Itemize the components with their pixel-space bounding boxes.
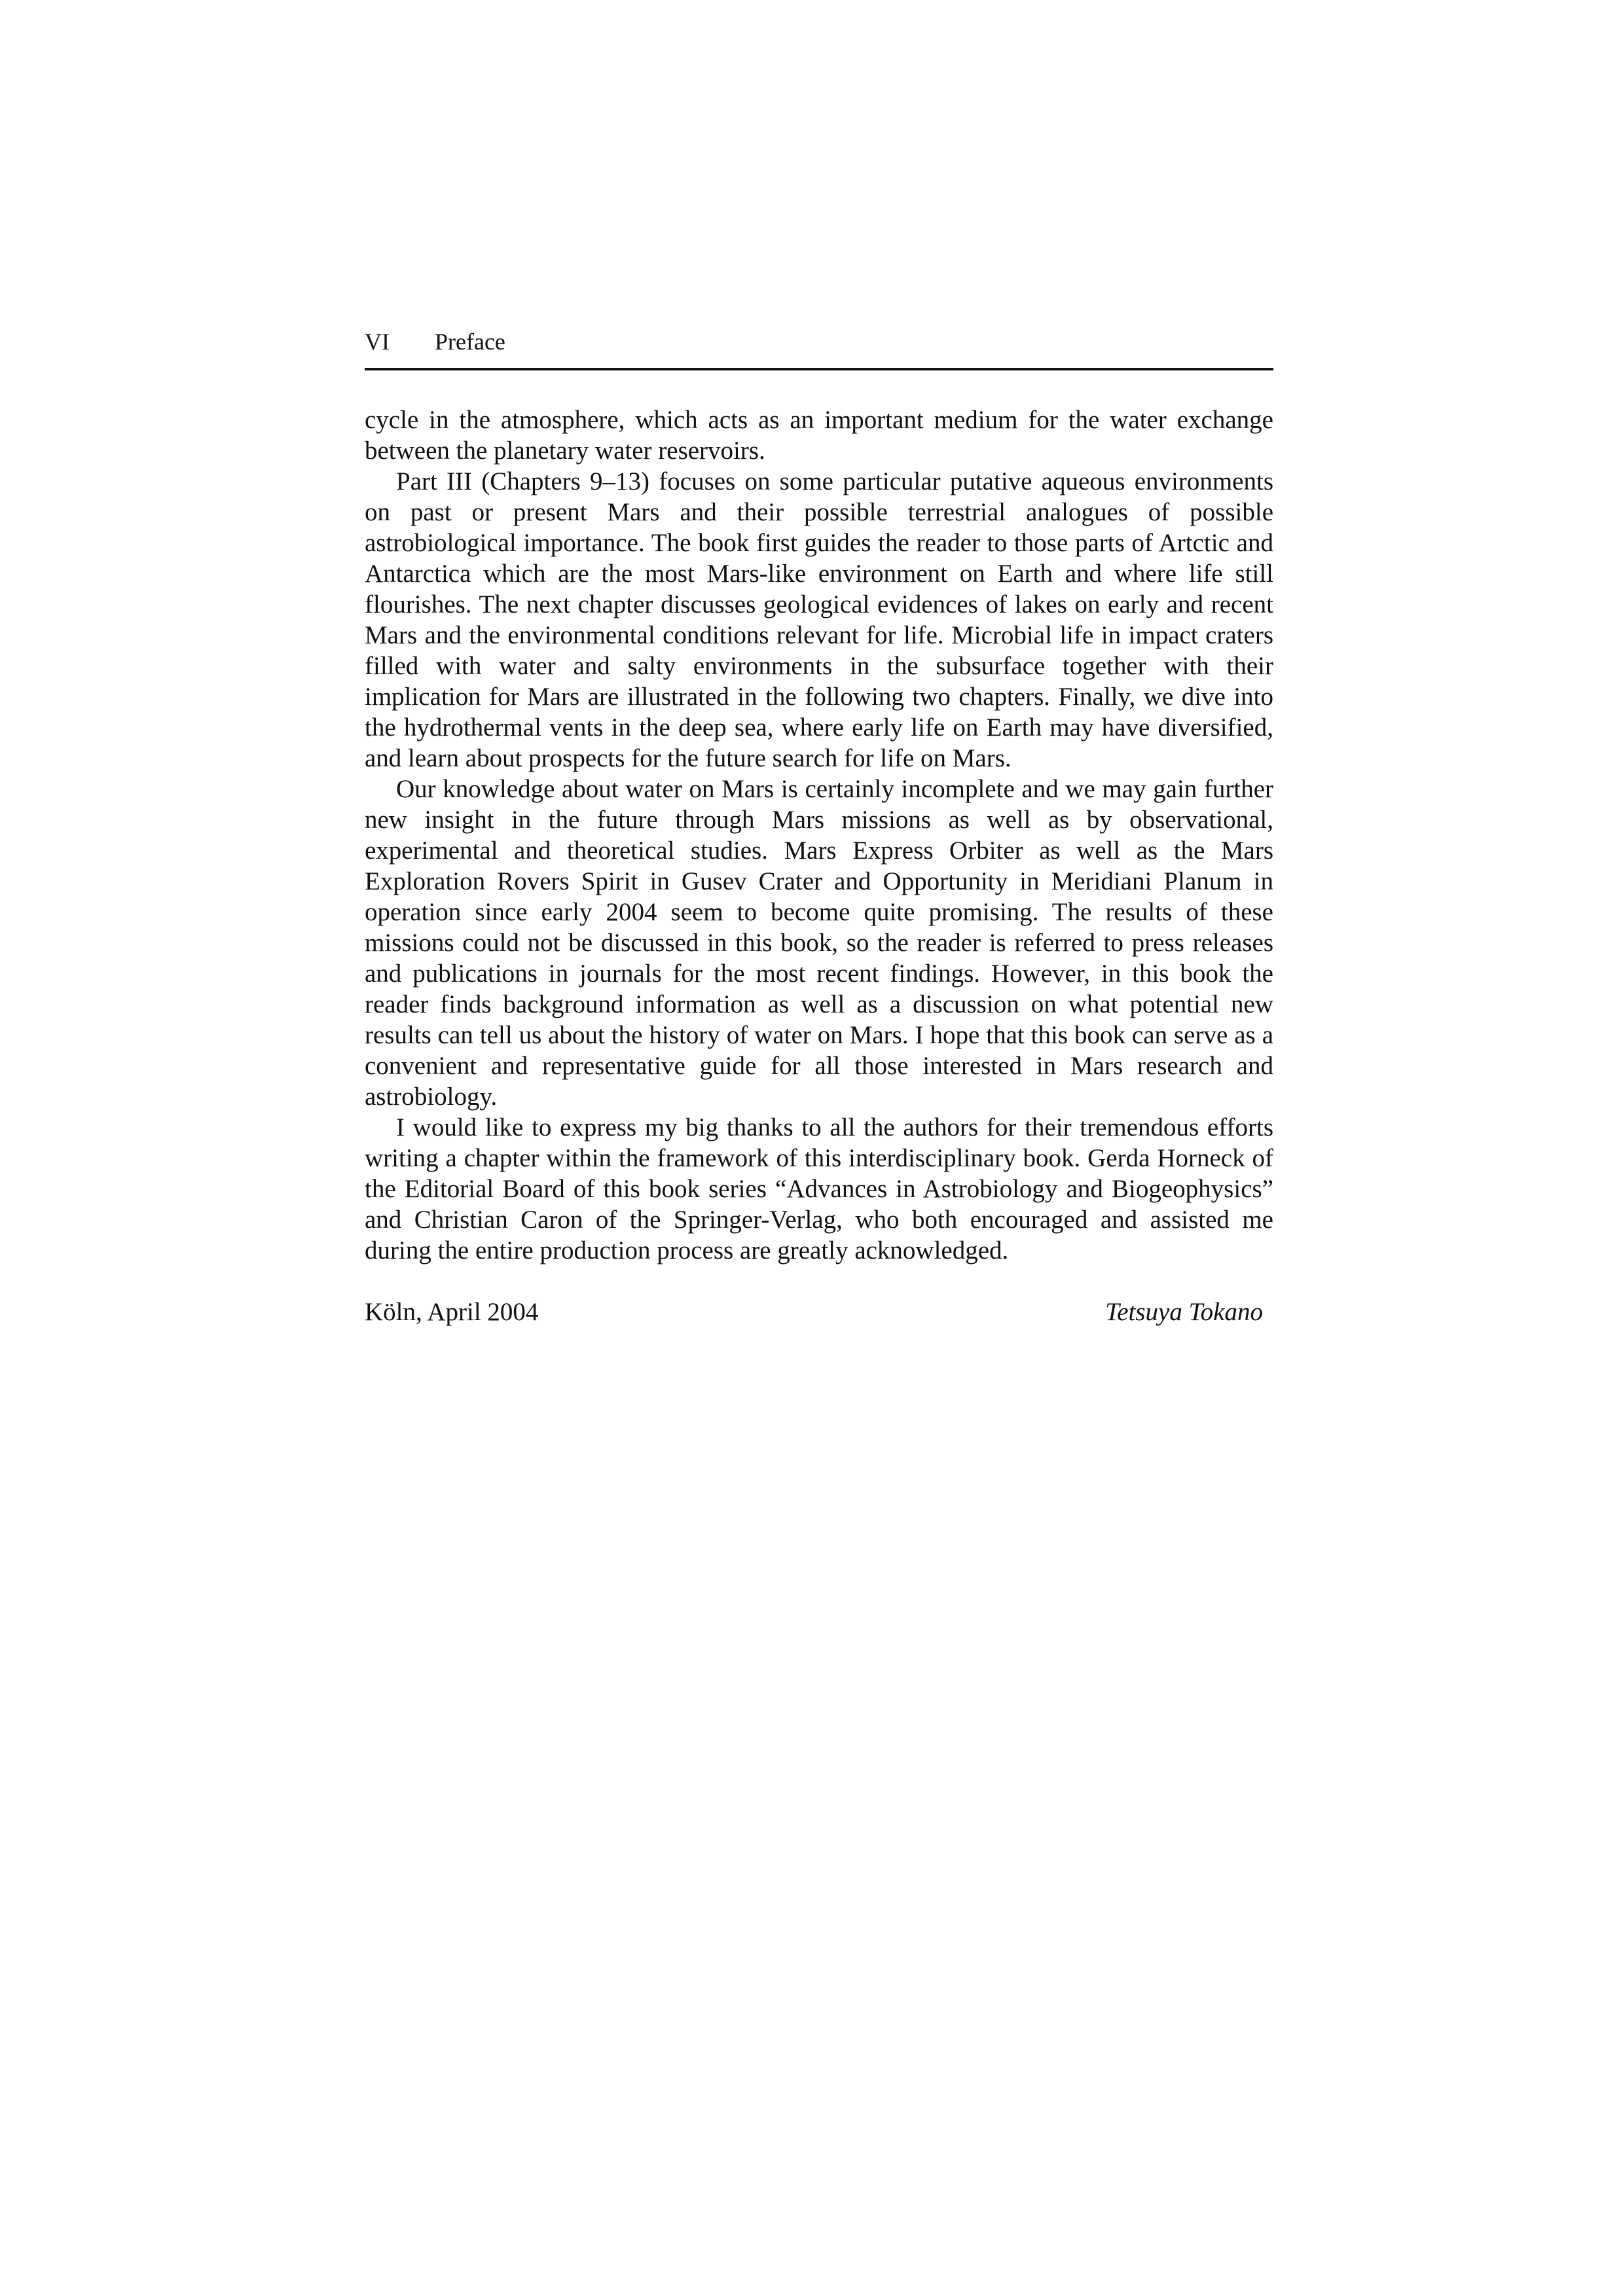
- preface-body: [365, 404, 1273, 1266]
- page-content: [365, 326, 1273, 1327]
- header-rule: [365, 368, 1273, 370]
- place-date: Köln, April 2004: [365, 1298, 539, 1326]
- paragraph-continued: cycle in the atmosphere, which acts as an important medium for the water exchange between the planetary water reservoirs.: [365, 406, 1273, 465]
- paragraph-part-three: Part III (Chapters 9–13) focuses on some particular putative aqueous environments on past or present Mars and their possible terrestrial analogues of possible astrobiological importance. The book first guides the reader to those parts of Artctic and Antarctica which are the most Mars-like environment on Earth and where life still flourishes. The next chapter discusses geological evidences of lakes on early and recent Mars and the environmental conditions relevant for life. Microbial life in impact craters filled with water and salty environments in the subsurface together with their implication for Mars are illustrated in the following two chapters. Finally, we dive into the hydrothermal vents in the deep sea, where early life on Earth may have diversified, and learn about prospects for the future search for life on Mars.: [365, 467, 1273, 772]
- section-title: Preface: [435, 329, 505, 355]
- signoff: [365, 1297, 1273, 1327]
- page-number: VI: [365, 329, 390, 355]
- paragraph-knowledge: Our knowledge about water on Mars is certainly incomplete and we may gain further new insight in the future through Mars missions as well as by observational, experimental and theoretical studies. Mars Express Orbiter as well as the Mars Exploration Rovers Spirit in Gusev Crater and Opportunity in Meridiani Planum in operation since early 2004 seem to become quite promising. The results of these missions could not be discussed in this book, so the reader is referred to press releases and publications in journals for the most recent findings. However, in this book the reader finds background information as well as a discussion on what potential new results can tell us about the history of water on Mars. I hope that this book can serve as a convenient and representative guide for all those interested in Mars research and astrobiology.: [365, 775, 1273, 1111]
- running-head: [365, 326, 1273, 360]
- author-name: Tetsuya Tokano: [1105, 1298, 1263, 1326]
- paragraph-acknowledgements: I would like to express my big thanks to all the authors for their tremendous efforts writing a chapter within the framework of this interdisciplinary book. Gerda Horneck of the Editorial Board of this book series “Advances in Astrobiology and Biogeophysics” and Christian Caron of the Springer-Verlag, who both encouraged and assisted me during the entire production process are greatly acknowledged.: [365, 1113, 1273, 1265]
